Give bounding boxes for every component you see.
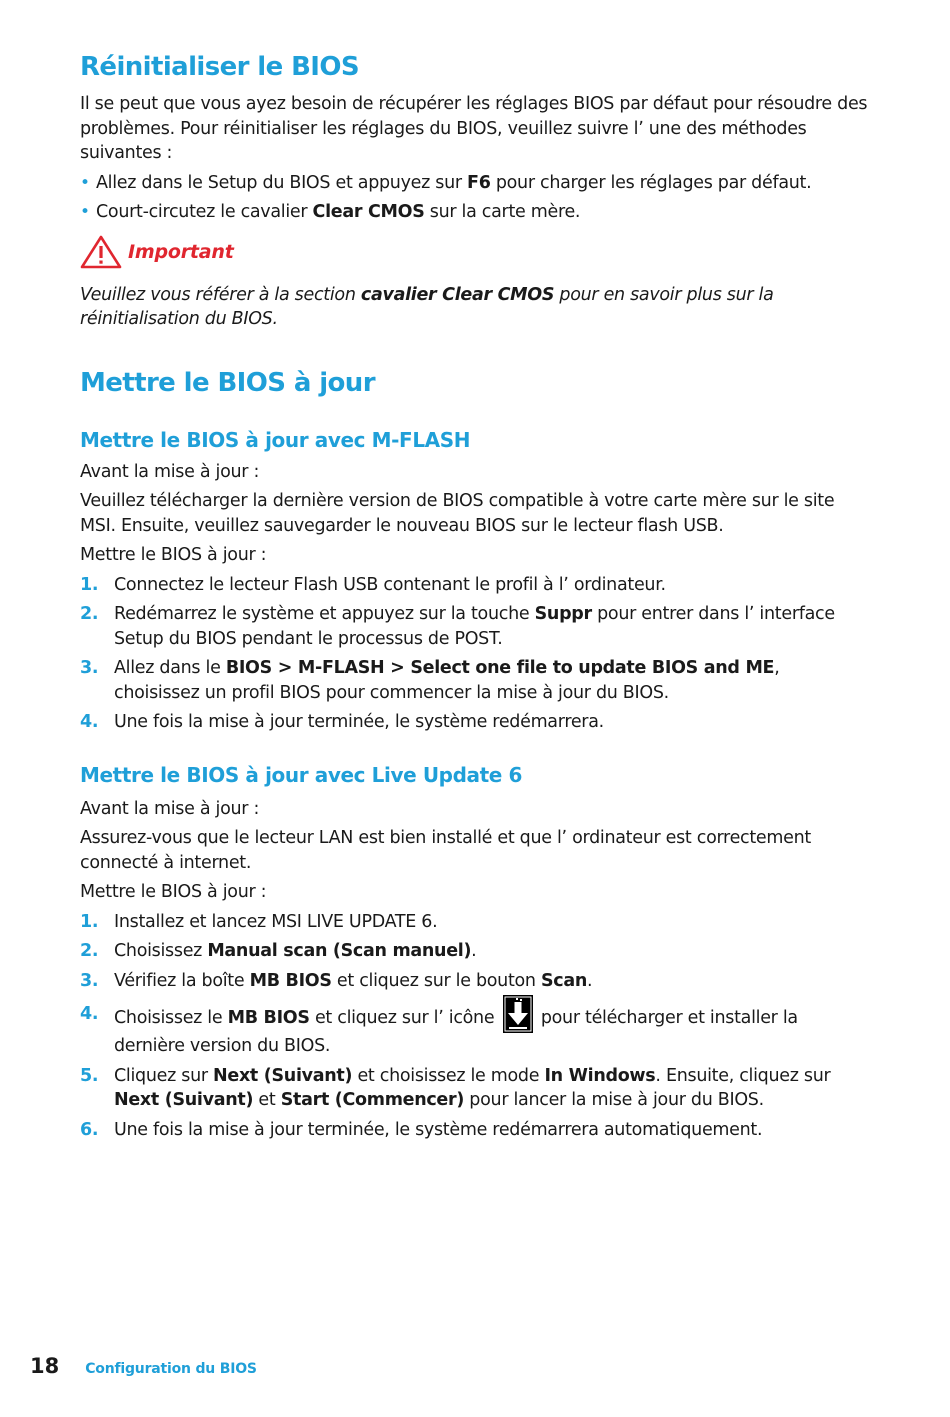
page-content [80,52,870,1142]
list-item: 1. Connectez le lecteur Flash USB contenant le profil à lʼ ordinateur. [80,574,666,595]
bullet-dot: • [80,172,91,193]
reset-bullet-cmos: • Court-circutez le cavalier Clear CMOS sur la carte mère. [80,200,870,225]
mflash-before-text: Veuillez télécharger la dernière version de BIOS compatible à votre carte mère sur le site MSI. Ensuite, veuillez sauvegarder le nouveau BIOS sur le lecteur flash USB. [80,491,835,536]
live-update-label: Mettre le BIOS à jour : [80,882,267,902]
live-before-text: Assurez-vous que le lecteur LAN est bien installé et que lʼ ordinateur est correctement connecté à internet. [80,828,811,873]
important-label: Important [128,240,234,263]
list-item: 1. Installez et lancez MSI LIVE UPDATE 6. [80,911,438,932]
update-title: Mettre le BIOS à jour [80,367,375,398]
page-number: 18 [30,1354,60,1378]
download-icon [502,994,534,1034]
mflash-steps [80,573,870,735]
page-footer [30,1354,257,1378]
live-update-title: Mettre le BIOS à jour avec Live Update 6 [80,762,522,787]
important-note: Veuillez vous référer à la section cavalier Clear CMOS pour en savoir plus sur la réinitialisation du BIOS. [80,284,774,329]
list-item: 3. Allez dans le BIOS > M-FLASH > Select one file to update BIOS and ME, choisissez un profil BIOS pour commencer la mise à jour du BIOS. [80,658,780,703]
reset-bullet-f6: • Allez dans le Setup du BIOS et appuyez sur F6 pour charger les réglages par défaut. [80,171,870,196]
list-item: 6. Une fois la mise à jour terminée, le système redémarrera automatiquement. [80,1119,763,1140]
bullet-dot: • [80,202,91,222]
warning-triangle-icon [80,235,122,269]
list-item: 5. Cliquez sur Next (Suivant) et choisissez le mode In Windows. Ensuite, cliquez sur Next (Suivant) et Start (Commencer) pour lancer la mise à jour du BIOS. [80,1065,831,1110]
live-before-label: Avant la mise à jour : [80,798,260,819]
footer-section-title: Configuration du BIOS [85,1361,257,1377]
reset-intro: Il se peut que vous ayez besoin de récupérer les réglages BIOS par défaut pour résoudre des problèmes. Pour réinitialiser les réglages du BIOS, veuillez suivre lʼ une des méthodes suivantes : [80,94,868,163]
list-item: 3. Vérifiez la boîte MB BIOS et cliquez sur le bouton Scan. [80,970,593,991]
list-item: 4. Choisissez le MB BIOS et cliquez sur lʼ icône pour télécharger et installer la dernière version du BIOS. [80,1002,870,1059]
list-item: 4. Une fois la mise à jour terminée, le système redémarrera. [80,712,604,732]
live-update-steps [80,910,870,1143]
mflash-update-label: Mettre le BIOS à jour : [80,545,267,565]
mflash-before-label: Avant la mise à jour : [80,461,260,482]
mflash-title: Mettre le BIOS à jour avec M-FLASH [80,427,471,452]
reset-title: Réinitialiser le BIOS [80,52,359,82]
list-item: 2. Redémarrez le système et appuyez sur la touche Suppr pour entrer dans lʼ interface Setup du BIOS pendant le processus de POST. [80,604,835,649]
important-callout [80,235,870,269]
list-item: 2. Choisissez Manual scan (Scan manuel). [80,941,477,961]
